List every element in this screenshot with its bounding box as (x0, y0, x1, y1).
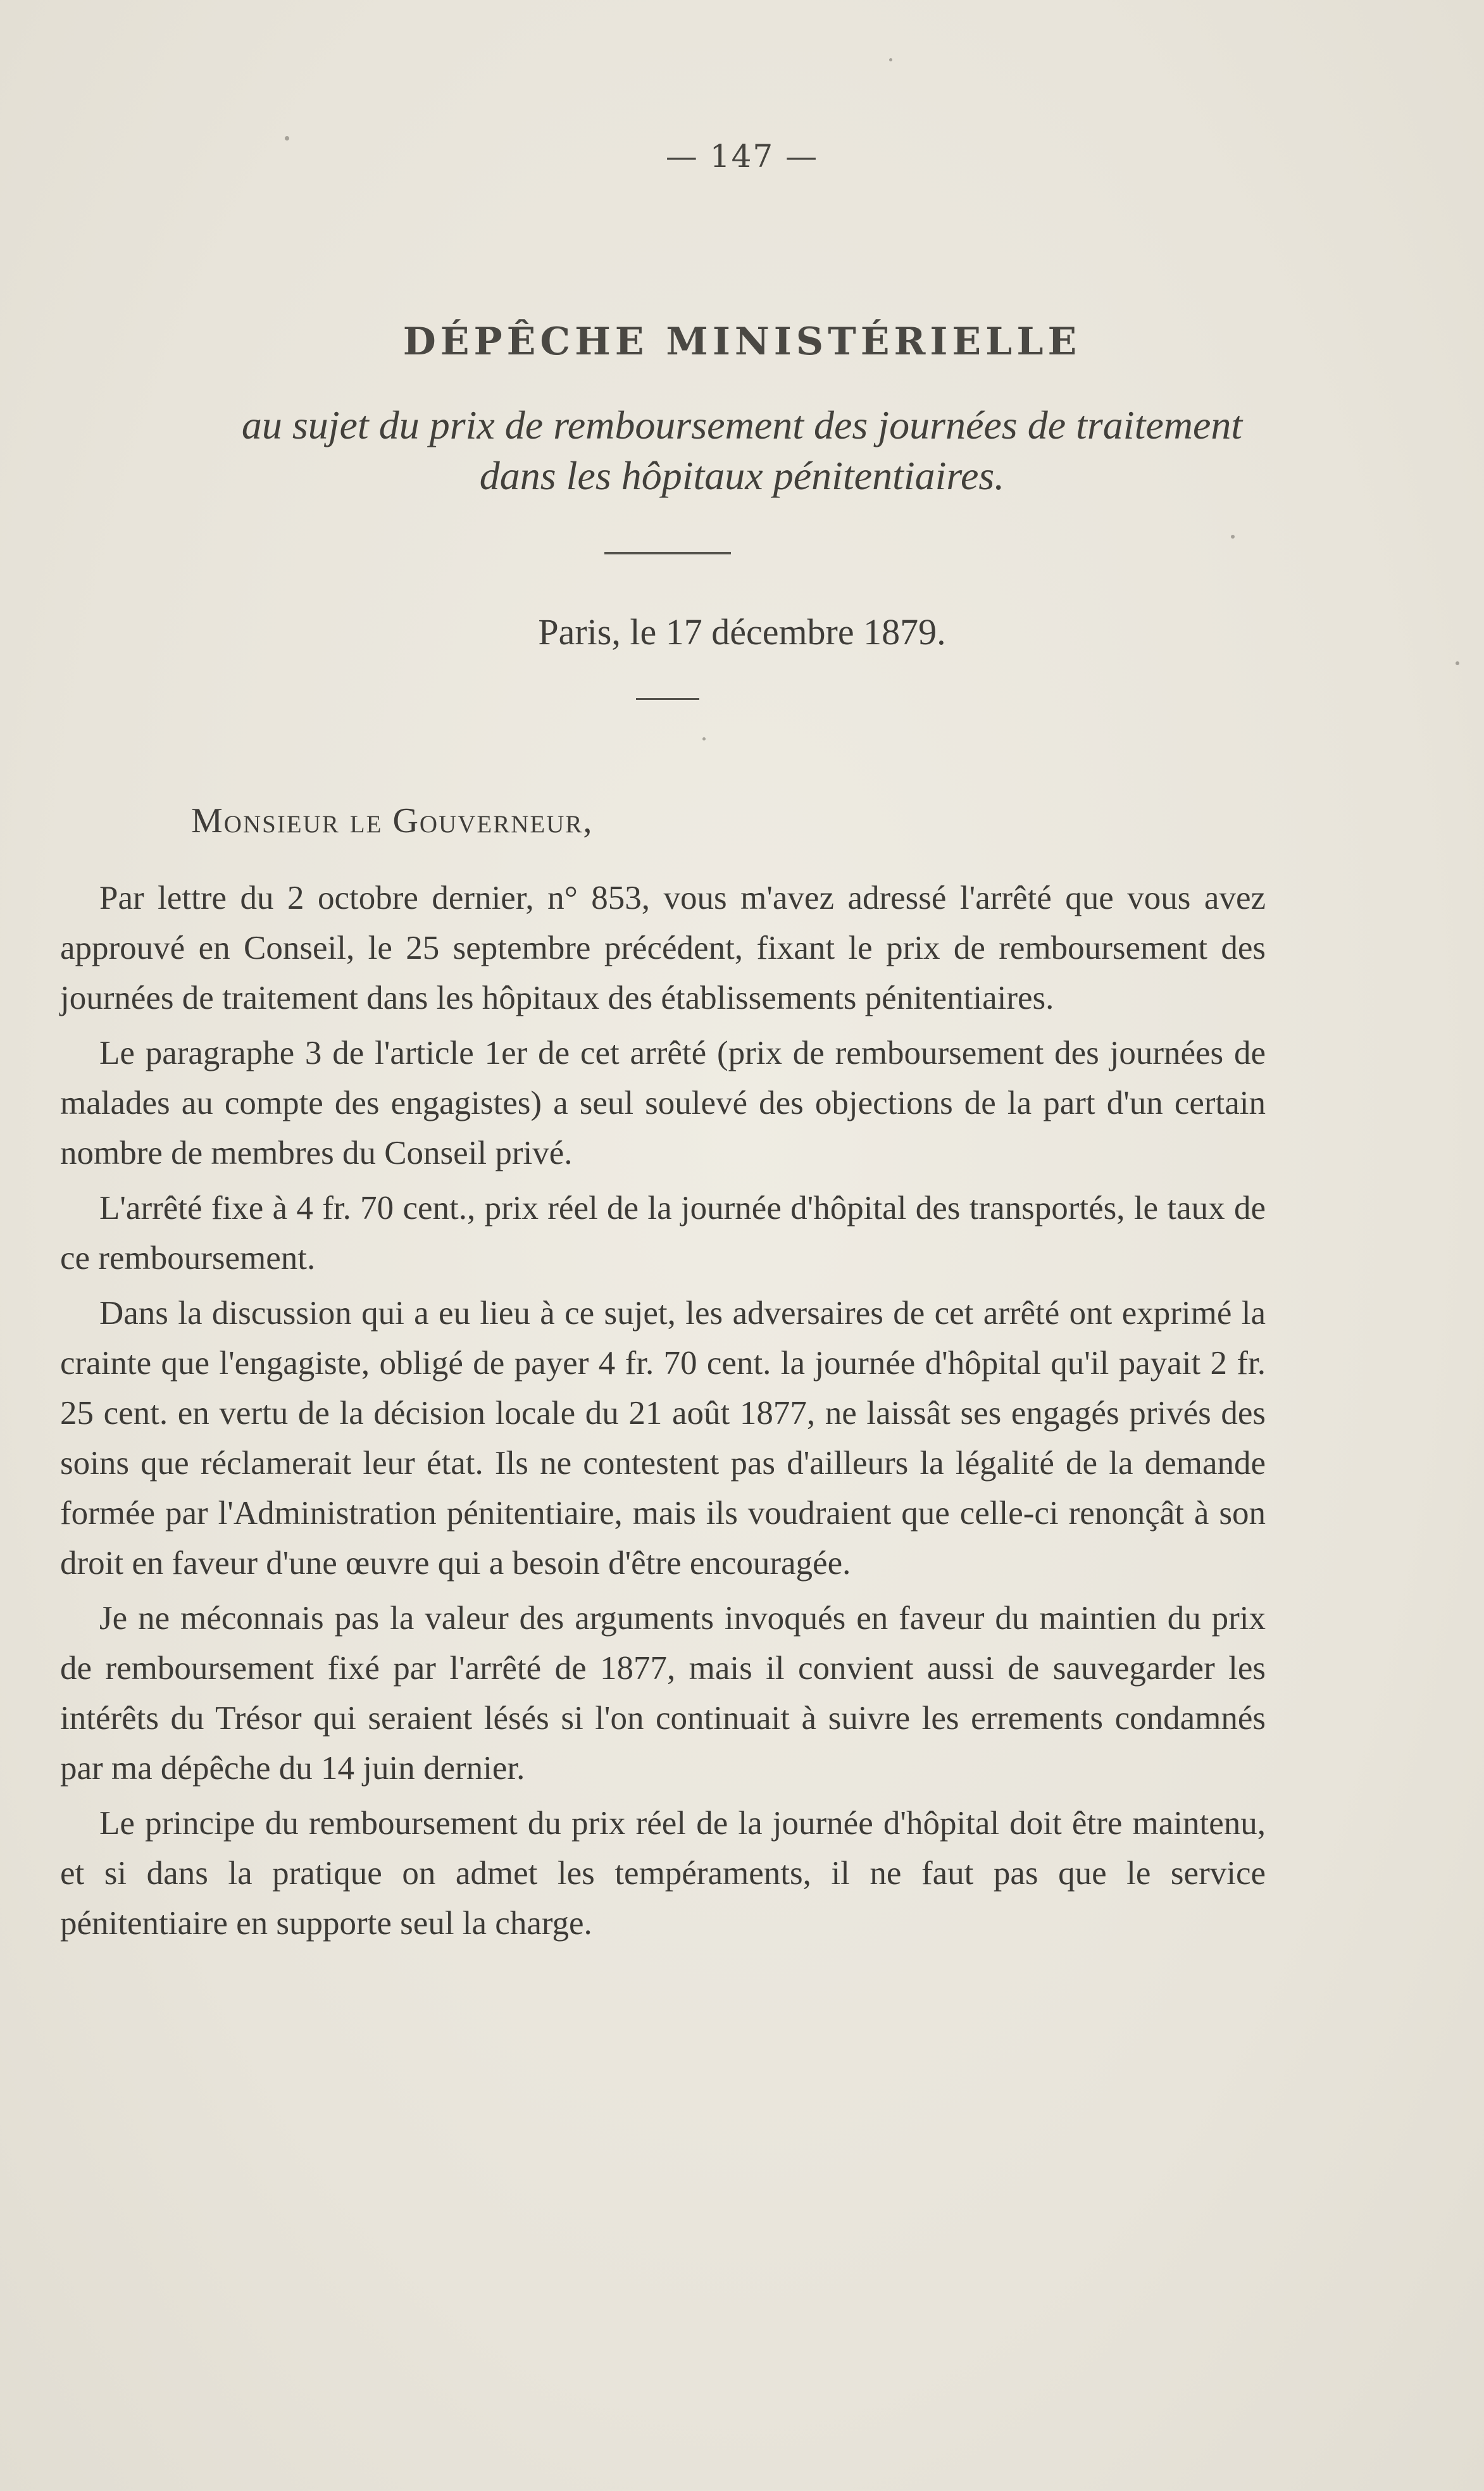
paper-speck (285, 136, 289, 140)
paper-speck (702, 737, 706, 740)
body-text (60, 873, 1266, 1954)
paragraph: Je ne méconnais pas la valeur des arguments invoqués en faveur du maintien du prix de remboursement fixé par l'arrêté de 1877, mais il convient aussi de sauvegarder les intérêts du Trésor qui seraient lésés si l'on continuait à suivre les errements condamnés par ma dépêche du 14 juin dernier. (60, 1600, 1266, 1787)
salutation: Monsieur le Gouverneur, (191, 801, 594, 840)
separator-rule-short (636, 698, 699, 700)
separator-rule (604, 552, 731, 554)
document-subtitle-line-2: dans les hôpitaux pénitentiaires. (479, 453, 1005, 498)
page-number: — 147 — (665, 138, 819, 175)
paper-speck (889, 58, 892, 61)
document-subtitle-line-1: au sujet du prix de remboursement des journées de traitement (241, 403, 1243, 447)
paper-speck (1456, 661, 1459, 665)
paragraph: Le paragraphe 3 de l'article 1er de cet arrêté (prix de remboursement des journées de malades au compte des engagistes) a seul soulevé des objections de la part d'un certain nombre de membres du Conseil privé. (60, 1035, 1266, 1171)
paper-speck (1231, 535, 1235, 539)
paragraph: Dans la discussion qui a eu lieu à ce sujet, les adversaires de cet arrêté ont exprimé la crainte que l'engagiste, obligé de payer 4 fr. 70 cent. la journée d'hôpital qu'il payait 2 fr. 25 cent. en vertu de la décision locale du 21 août 1877, ne laissât ses engagés privés des soins que réclamerait leur état. Ils ne contestent pas d'ailleurs la légalité de la demande formée par l'Administration pénitentiaire, mais ils voudraient que celle-ci renonçât à son droit en faveur d'une œuvre qui a besoin d'être encouragée. (60, 1295, 1266, 1582)
document-title: DÉPÊCHE MINISTÉRIELLE (402, 320, 1082, 364)
paragraph: Le principe du remboursement du prix réel de la journée d'hôpital doit être maintenu, et si dans la pratique on admet les tempéraments, il ne faut pas que le service pénitentiaire en supporte seul la charge. (60, 1805, 1266, 1942)
paragraph: Par lettre du 2 octobre dernier, n° 853, vous m'avez adressé l'arrêté que vous avez approuvé en Conseil, le 25 septembre précédent, fixant le prix de remboursement des journées de traitement dans les hôpitaux des établissements pénitentiaires. (60, 880, 1266, 1016)
dateline: Paris, le 17 décembre 1879. (538, 611, 946, 652)
paragraph: L'arrêté fixe à 4 fr. 70 cent., prix réel de la journée d'hôpital des transportés, le taux de ce remboursement. (60, 1190, 1266, 1277)
